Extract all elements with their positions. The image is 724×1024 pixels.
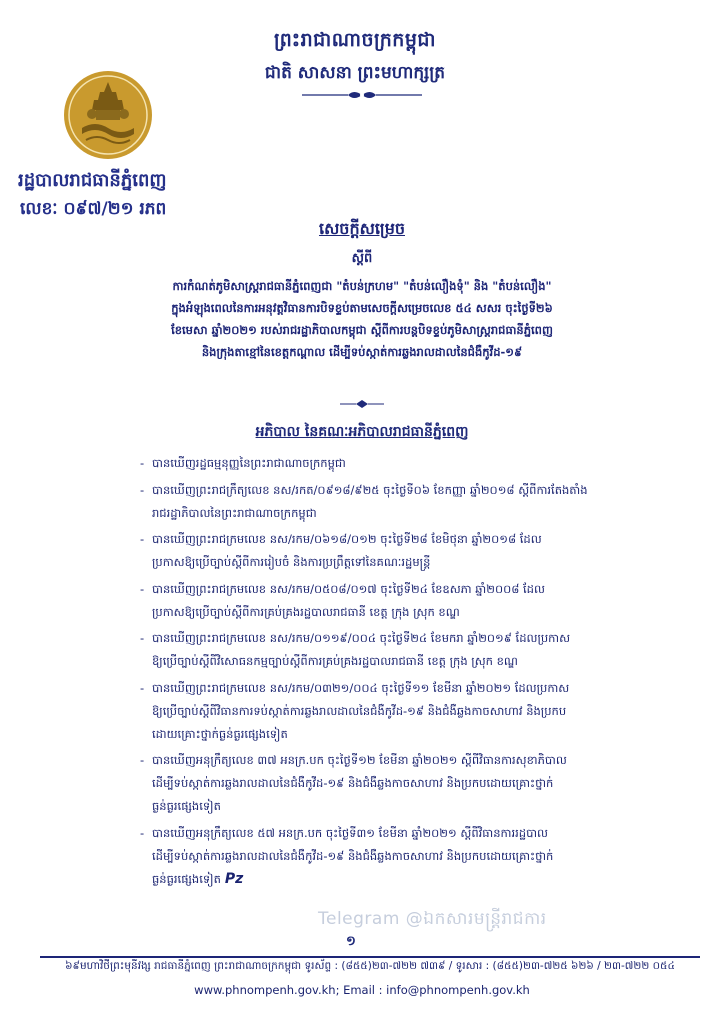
item-line-text: ធ្ងន់ធ្ងរផ្សេងទៀត [152, 871, 221, 886]
bullet-dash: - [140, 581, 145, 596]
page-number: ១ [346, 934, 356, 949]
item-line: បានឃើញរដ្ឋធម្មនុញ្ញនៃព្រះរាជាណាចក្រកម្ពុជា [152, 456, 346, 470]
item-line: ប្រកាសឱ្យប្រើច្បាប់ស្ដីពីការគ្រប់គ្រងរដ្ឋបាលរាជធានី ខេត្ត ក្រុង ស្រុក ខណ្ឌ [152, 604, 460, 619]
footer-address: ៦៩មហាវិថីព្រះមុនីវង្ស រាជធានីភ្នំពេញ ព្រះរាជាណាចក្រកម្ពុជា ទូរស័ព្ទ : (៨៥៥)២៣-៧២២ ៧៣៩ / ទូរសារ : (៨៥៥)២៣-៧២៥ ៦២៦ / ២៣-៧២២ ០៥៤ [65, 960, 675, 972]
issuing-authority: រដ្ឋបាលរាជធានីភ្នំពេញ [18, 170, 167, 191]
footer-contact: www.phnompenh.gov.kh; Email : info@phnompenh.gov.kh [194, 983, 530, 997]
bullet-dash: - [140, 825, 145, 840]
item-line: ឱ្យប្រើច្បាប់ស្ដីពីវិធានការទប់ស្កាត់ការឆ្លងរាលដាលនៃជំងឺកូវីដ-១៩ និងជំងឺឆ្លងកាចសាហាវ និងប្រកប [152, 703, 567, 718]
kingdom-header [230, 28, 480, 87]
item-line: ប្រកាសឱ្យប្រើច្បាប់ស្ដីពីការរៀបចំ និងការប្រព្រឹត្តទៅនៃគណៈរដ្ឋមន្ត្រី [152, 555, 431, 569]
item-line: បានឃើញអនុក្រឹត្យលេខ ៣៧ អនក្រ.បក ចុះថ្ងៃទី១២ ខែមីនា ឆ្នាំ២០២១ ស្ដីពីវិធានការសុខាភិបាល [152, 753, 567, 767]
item-line [152, 868, 700, 891]
bullet-dash: - [140, 631, 145, 645]
bullet-dash: - [140, 532, 145, 546]
item-line: ដើម្បីទប់ស្កាត់ការឆ្លងរាលដាលនៃជំងឺកូវីដ-១៩ និងជំងឺឆ្លងកាចសាហាវ និងប្រកបដោយគ្រោះថ្នាក់ [152, 776, 554, 790]
reference-number: លេខៈ ០៩៧/២១ រភព [20, 199, 167, 219]
item-line: បានឃើញព្រះរាជក្រមលេខ នស/រកម/០៣២១/០០៤ ចុះថ្ងៃទី១១ ខែមីនា ឆ្នាំ២០២១ ដែលប្រកាស [152, 680, 570, 695]
list-item [140, 479, 700, 525]
item-line: ដើម្បីទប់ស្កាត់ការឆ្លងរាលដាលនៃជំងឺកូវីដ-១៩ និងជំងឺឆ្លងកាចសាហាវ និងប្រកបដោយគ្រោះថ្នាក់ [152, 848, 554, 863]
bullet-dash: - [140, 482, 145, 497]
document-subject-label: ស្ដីពី [351, 251, 373, 266]
item-line: បានឃើញអនុក្រឹត្យលេខ ៥៧ អនក្រ.បក ចុះថ្ងៃទី៣១ ខែមីនា ឆ្នាំ២០២១ ស្ដីពីវិធានការរដ្ឋបាល [152, 825, 548, 840]
list-item [140, 822, 700, 891]
title-block [60, 218, 664, 363]
title-line: និងក្រុងតាខ្មៅនៃខេត្តកណ្ដាល ដើម្បីទប់ស្កាត់ការឆ្លងរាលដាលនៃជំងឺកូវីដ-១៩ [201, 345, 523, 359]
item-line: បានឃើញព្រះរាជក្រមលេខ នស/រកម/០៦១៨/០១២ ចុះថ្ងៃទី២៨ ខែមិថុនា ឆ្នាំ២០១៨ ដែល [152, 532, 542, 546]
item-line: បានឃើញព្រះរាជក្រមលេខ នស/រកម/០៥០៨/០១៧ ចុះថ្ងៃទី២៤ ខែឧសភា ឆ្នាំ២០០៨ ដែល [152, 581, 545, 596]
bullet-dash: - [140, 456, 145, 470]
list-item [140, 528, 700, 574]
motto-flourish-icon [300, 88, 424, 102]
considerations-list [140, 452, 700, 894]
item-line: ដោយគ្រោះថ្នាក់ធ្ងន់ធ្ងរផ្សេងទៀត [152, 726, 288, 741]
kingdom-name: ព្រះរាជាណាចក្រកម្ពុជា [274, 29, 436, 51]
bullet-dash: - [140, 680, 145, 695]
footer-divider [40, 956, 700, 958]
title-line: ខែមេសា ឆ្នាំ២០២១ របស់រាជរដ្ឋាភិបាលកម្ពុជា ស្ដីពីការបន្តបិទខ្ទប់ភូមិសាស្ត្ររាជធានីភ្នំពេញ [171, 323, 553, 337]
list-item [140, 452, 700, 475]
title-line: ការកំណត់ភូមិសាស្ត្ររាជធានីភ្នំពេញជា "តំបន់ក្រហម" "តំបន់លឿងទុំ" និង "តំបន់លឿង" [172, 279, 552, 293]
national-motto: ជាតិ សាសនា ព្រះមហាក្សត្រ [264, 63, 446, 83]
initials-mark: Pz [224, 870, 244, 887]
list-item [140, 749, 700, 818]
telegram-watermark: Telegram @ឯកសារមន្ត្រីរាជការ [318, 909, 547, 929]
governor-heading: អភិបាល នៃគណៈអភិបាលរាជធានីភ្នំពេញ [255, 424, 469, 440]
item-line: បានឃើញព្រះរាជក្រមលេខ នស/រកម/០១១៩/០០៤ ចុះថ្ងៃទី២៤ ខែមករា ឆ្នាំ២០១៩ ដែលប្រកាស [152, 631, 571, 645]
list-item [140, 627, 700, 673]
item-line: ឱ្យប្រើច្បាប់ស្ដីពីវិសោធនកម្មច្បាប់ស្ដីពីការគ្រប់គ្រងរដ្ឋបាលរាជធានី ខេត្ត ក្រុង ស្រុក ខណ្ឌ [152, 654, 518, 668]
bullet-dash: - [140, 753, 145, 767]
document-title: សេចក្ដីសម្រេច [318, 219, 405, 238]
phnom-penh-seal-icon [62, 68, 154, 162]
item-line: ធ្ងន់ធ្ងរផ្សេងទៀត [152, 799, 221, 813]
section-divider-icon [338, 399, 386, 409]
title-line: ក្នុងអំឡុងពេលនៃការអនុវត្តវិធានការបិទខ្ទប់តាមសេចក្ដីសម្រេចលេខ ៥៤ សសរ ចុះថ្ងៃទី២៦ [171, 301, 553, 315]
list-item [140, 677, 700, 746]
item-line: រាជរដ្ឋាភិបាលនៃព្រះរាជាណាចក្រកម្ពុជា [152, 505, 317, 520]
item-line: បានឃើញព្រះរាជក្រឹត្យលេខ នស/រកត/០៩១៨/៩២៥ ចុះថ្ងៃទី០៦ ខែកញ្ញា ឆ្នាំ២០១៨ ស្ដីពីការតែងតាំង [152, 482, 588, 497]
list-item [140, 578, 700, 624]
